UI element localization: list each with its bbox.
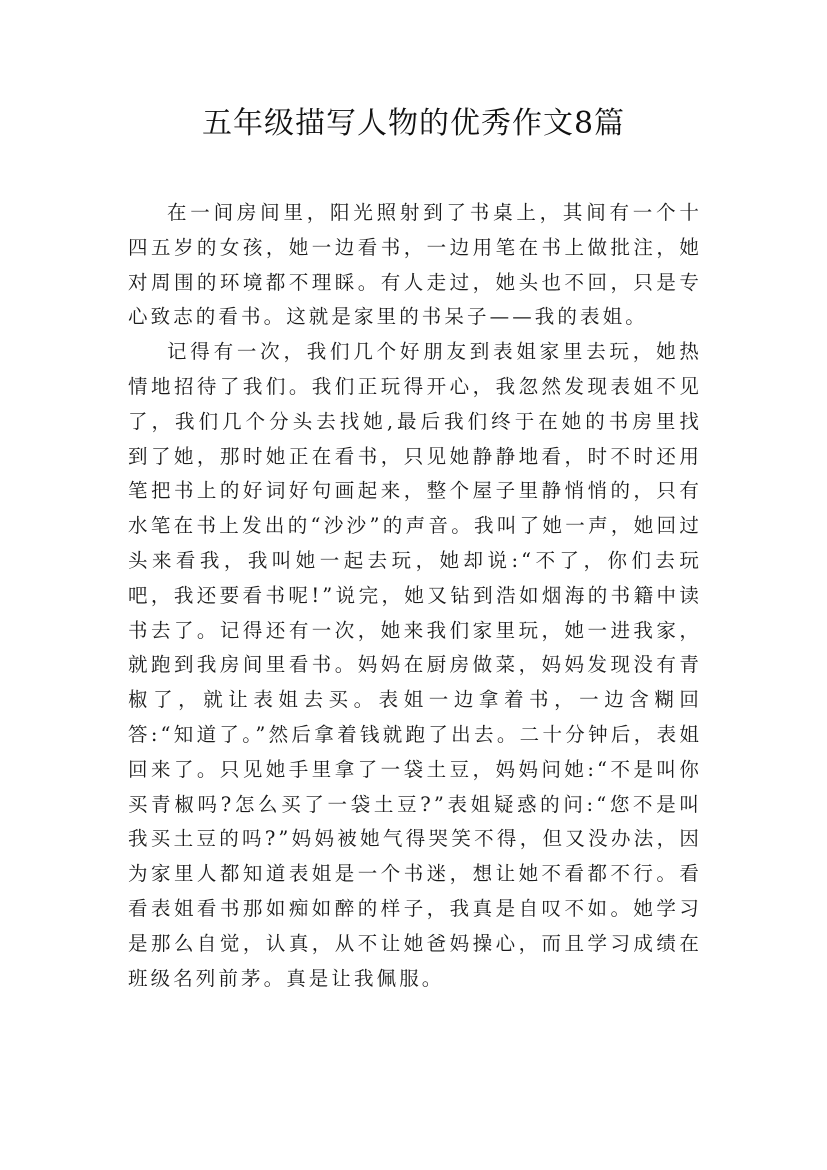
document-body — [128, 196, 702, 996]
document-title: 五年级描写人物的优秀作文8篇 — [201, 106, 626, 141]
paragraph-1: 在一间房间里，阳光照射到了书桌上，其间有一个十四五岁的女孩，她一边看书，一边用笔在书上做批注，她对周围的环境都不理睬。有人走过，她头也不回，只是专心致志的看书。这就是家里的书呆子——我的表姐。 — [128, 201, 702, 329]
paragraph-2: 记得有一次，我们几个好朋友到表姐家里去玩，她热情地招待了我们。我们正玩得开心，我忽然发现表姐不见了，我们几个分头去找她,最后我们终于在她的书房里找到了她，那时她正在看书，只见她静静地看，时不时还用笔把书上的好词好句画起来，整个屋子里静悄悄的，只有水笔在书上发出的“沙沙”的声音。我叫了她一声，她回过头来看我，我叫她一起去玩，她却说:“不了，你们去玩吧，我还要看书呢!”说完，她又钻到浩如烟海的书籍中读书去了。记得还有一次，她来我们家里玩，她一进我家，就跑到我房间里看书。妈妈在厨房做菜，妈妈发现没有青椒了，就让表姐去买。表姐一边拿着书，一边含糊回答:“知道了。”然后拿着钱就跑了出去。二十分钟后，表姐回来了。只见她手里拿了一袋土豆，妈妈问她:“不是叫你买青椒吗?怎么买了一袋土豆?”表姐疑惑的问:“您不是叫我买土豆的吗?”妈妈被她气得哭笑不得，但又没办法，因为家里人都知道表姐是一个书迷，想让她不看都不行。看看表姐看书那如痴如醉的样子，我真是自叹不如。她学习是那么自觉，认真，从不让她爸妈操心，而且学习成绩在班级名列前茅。真是让我佩服。 — [128, 340, 702, 990]
